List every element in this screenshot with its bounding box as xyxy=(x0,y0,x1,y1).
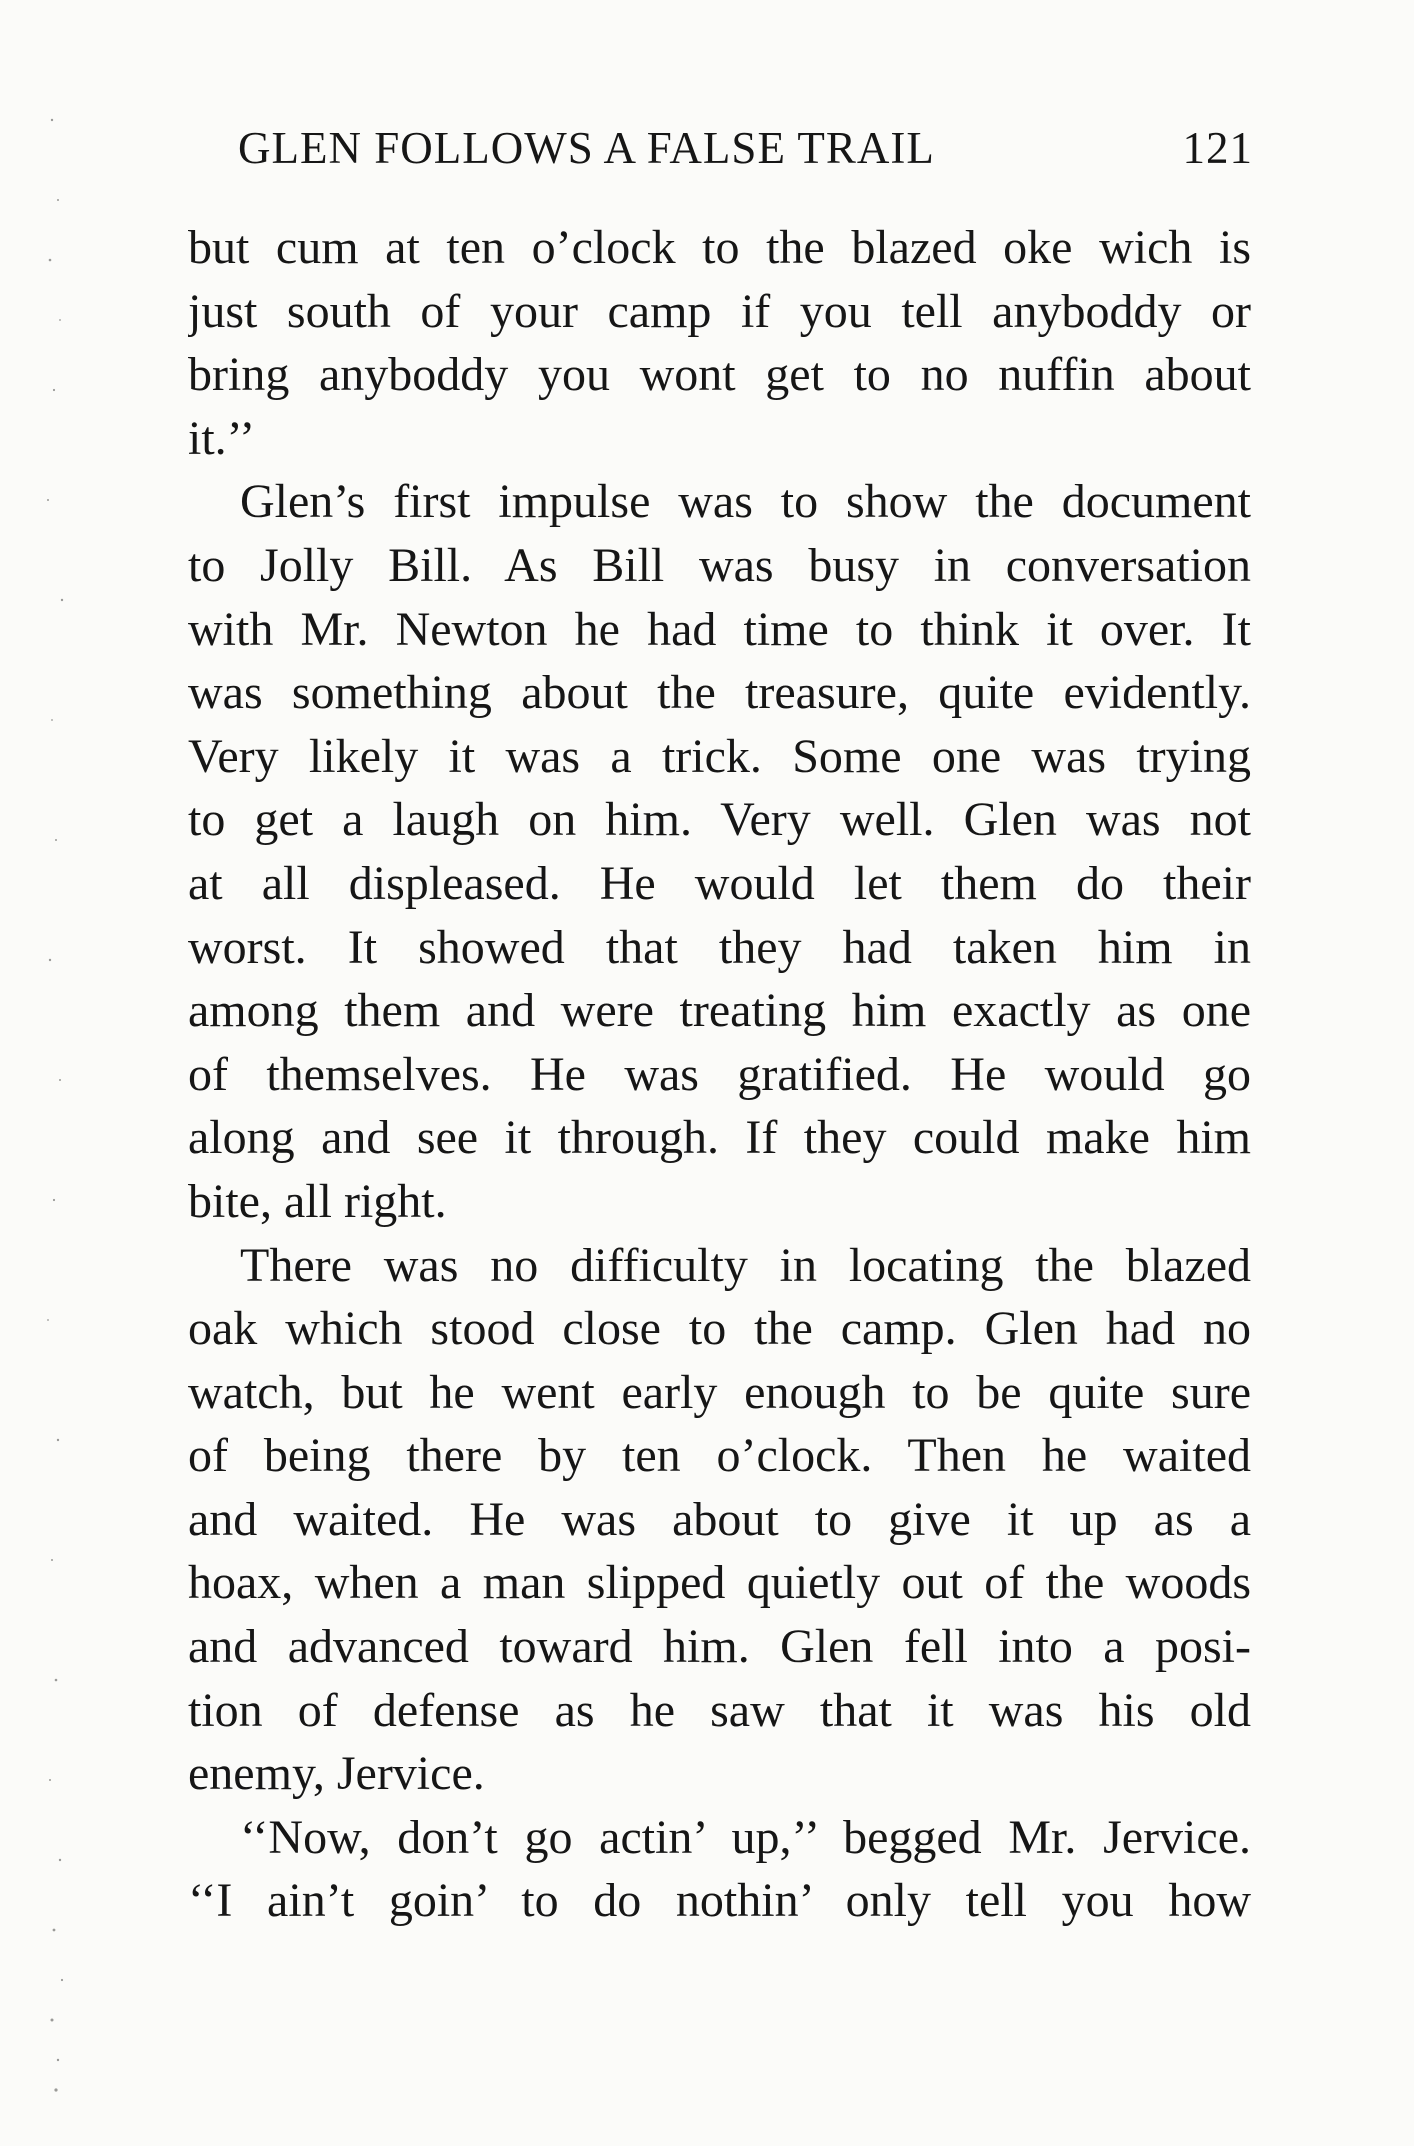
text-line: just south of your camp if you tell anyboddy or xyxy=(188,284,1251,338)
body-text xyxy=(188,216,1251,1933)
text-line: worst. It showed that they had taken him in xyxy=(188,920,1251,974)
text-line: tion of defense as he saw that it was his old xyxy=(188,1683,1251,1737)
page-header xyxy=(238,122,1253,178)
text-line: along and see it through. If they could make him xyxy=(188,1111,1251,1165)
text-line: ‘‘Now, don’t go actin’ up,’’ begged Mr. Jervice. xyxy=(240,1810,1251,1864)
text-line: enemy, Jervice. xyxy=(188,1747,485,1801)
text-line: Glen’s first impulse was to show the document xyxy=(240,475,1251,529)
text-line: oak which stood close to the camp. Glen had no xyxy=(188,1302,1251,1356)
text-line: bite, all right. xyxy=(188,1174,447,1228)
text-line: Very likely it was a trick. Some one was trying xyxy=(188,729,1251,783)
text-line: and waited. He was about to give it up as a xyxy=(188,1492,1251,1546)
text-line: to get a laugh on him. Very well. Glen was not xyxy=(188,793,1251,847)
text-line: watch, but he went early enough to be quite sure xyxy=(188,1365,1251,1419)
text-line: to Jolly Bill. As Bill was busy in conversation xyxy=(188,538,1251,592)
text-line: There was no difficulty in locating the blazed xyxy=(240,1238,1251,1292)
running-head: GLEN FOLLOWS A FALSE TRAIL xyxy=(238,123,935,173)
text-line: of being there by ten o’clock. Then he waited xyxy=(188,1429,1251,1483)
text-line: and advanced toward him. Glen fell into a posi- xyxy=(188,1620,1251,1674)
text-line: at all displeased. He would let them do their xyxy=(188,856,1251,910)
text-line: hoax, when a man slipped quietly out of the woods xyxy=(188,1556,1251,1610)
margin-speckle-decoration xyxy=(40,80,100,2120)
text-line: it.’’ xyxy=(188,411,256,465)
page-number: 121 xyxy=(1182,123,1253,173)
text-line: but cum at ten o’clock to the blazed oke wich is xyxy=(188,221,1251,274)
text-line: among them and were treating him exactly as one xyxy=(188,984,1251,1038)
text-line: with Mr. Newton he had time to think it over. It xyxy=(188,602,1251,656)
text-line: bring anyboddy you wont get to no nuffin about xyxy=(188,348,1251,402)
text-line: ‘‘I ain’t goin’ to do nothin’ only tell you how xyxy=(188,1874,1251,1928)
text-line: of themselves. He was gratified. He would go xyxy=(188,1047,1251,1101)
text-line: was something about the treasure, quite evidently. xyxy=(188,666,1251,720)
